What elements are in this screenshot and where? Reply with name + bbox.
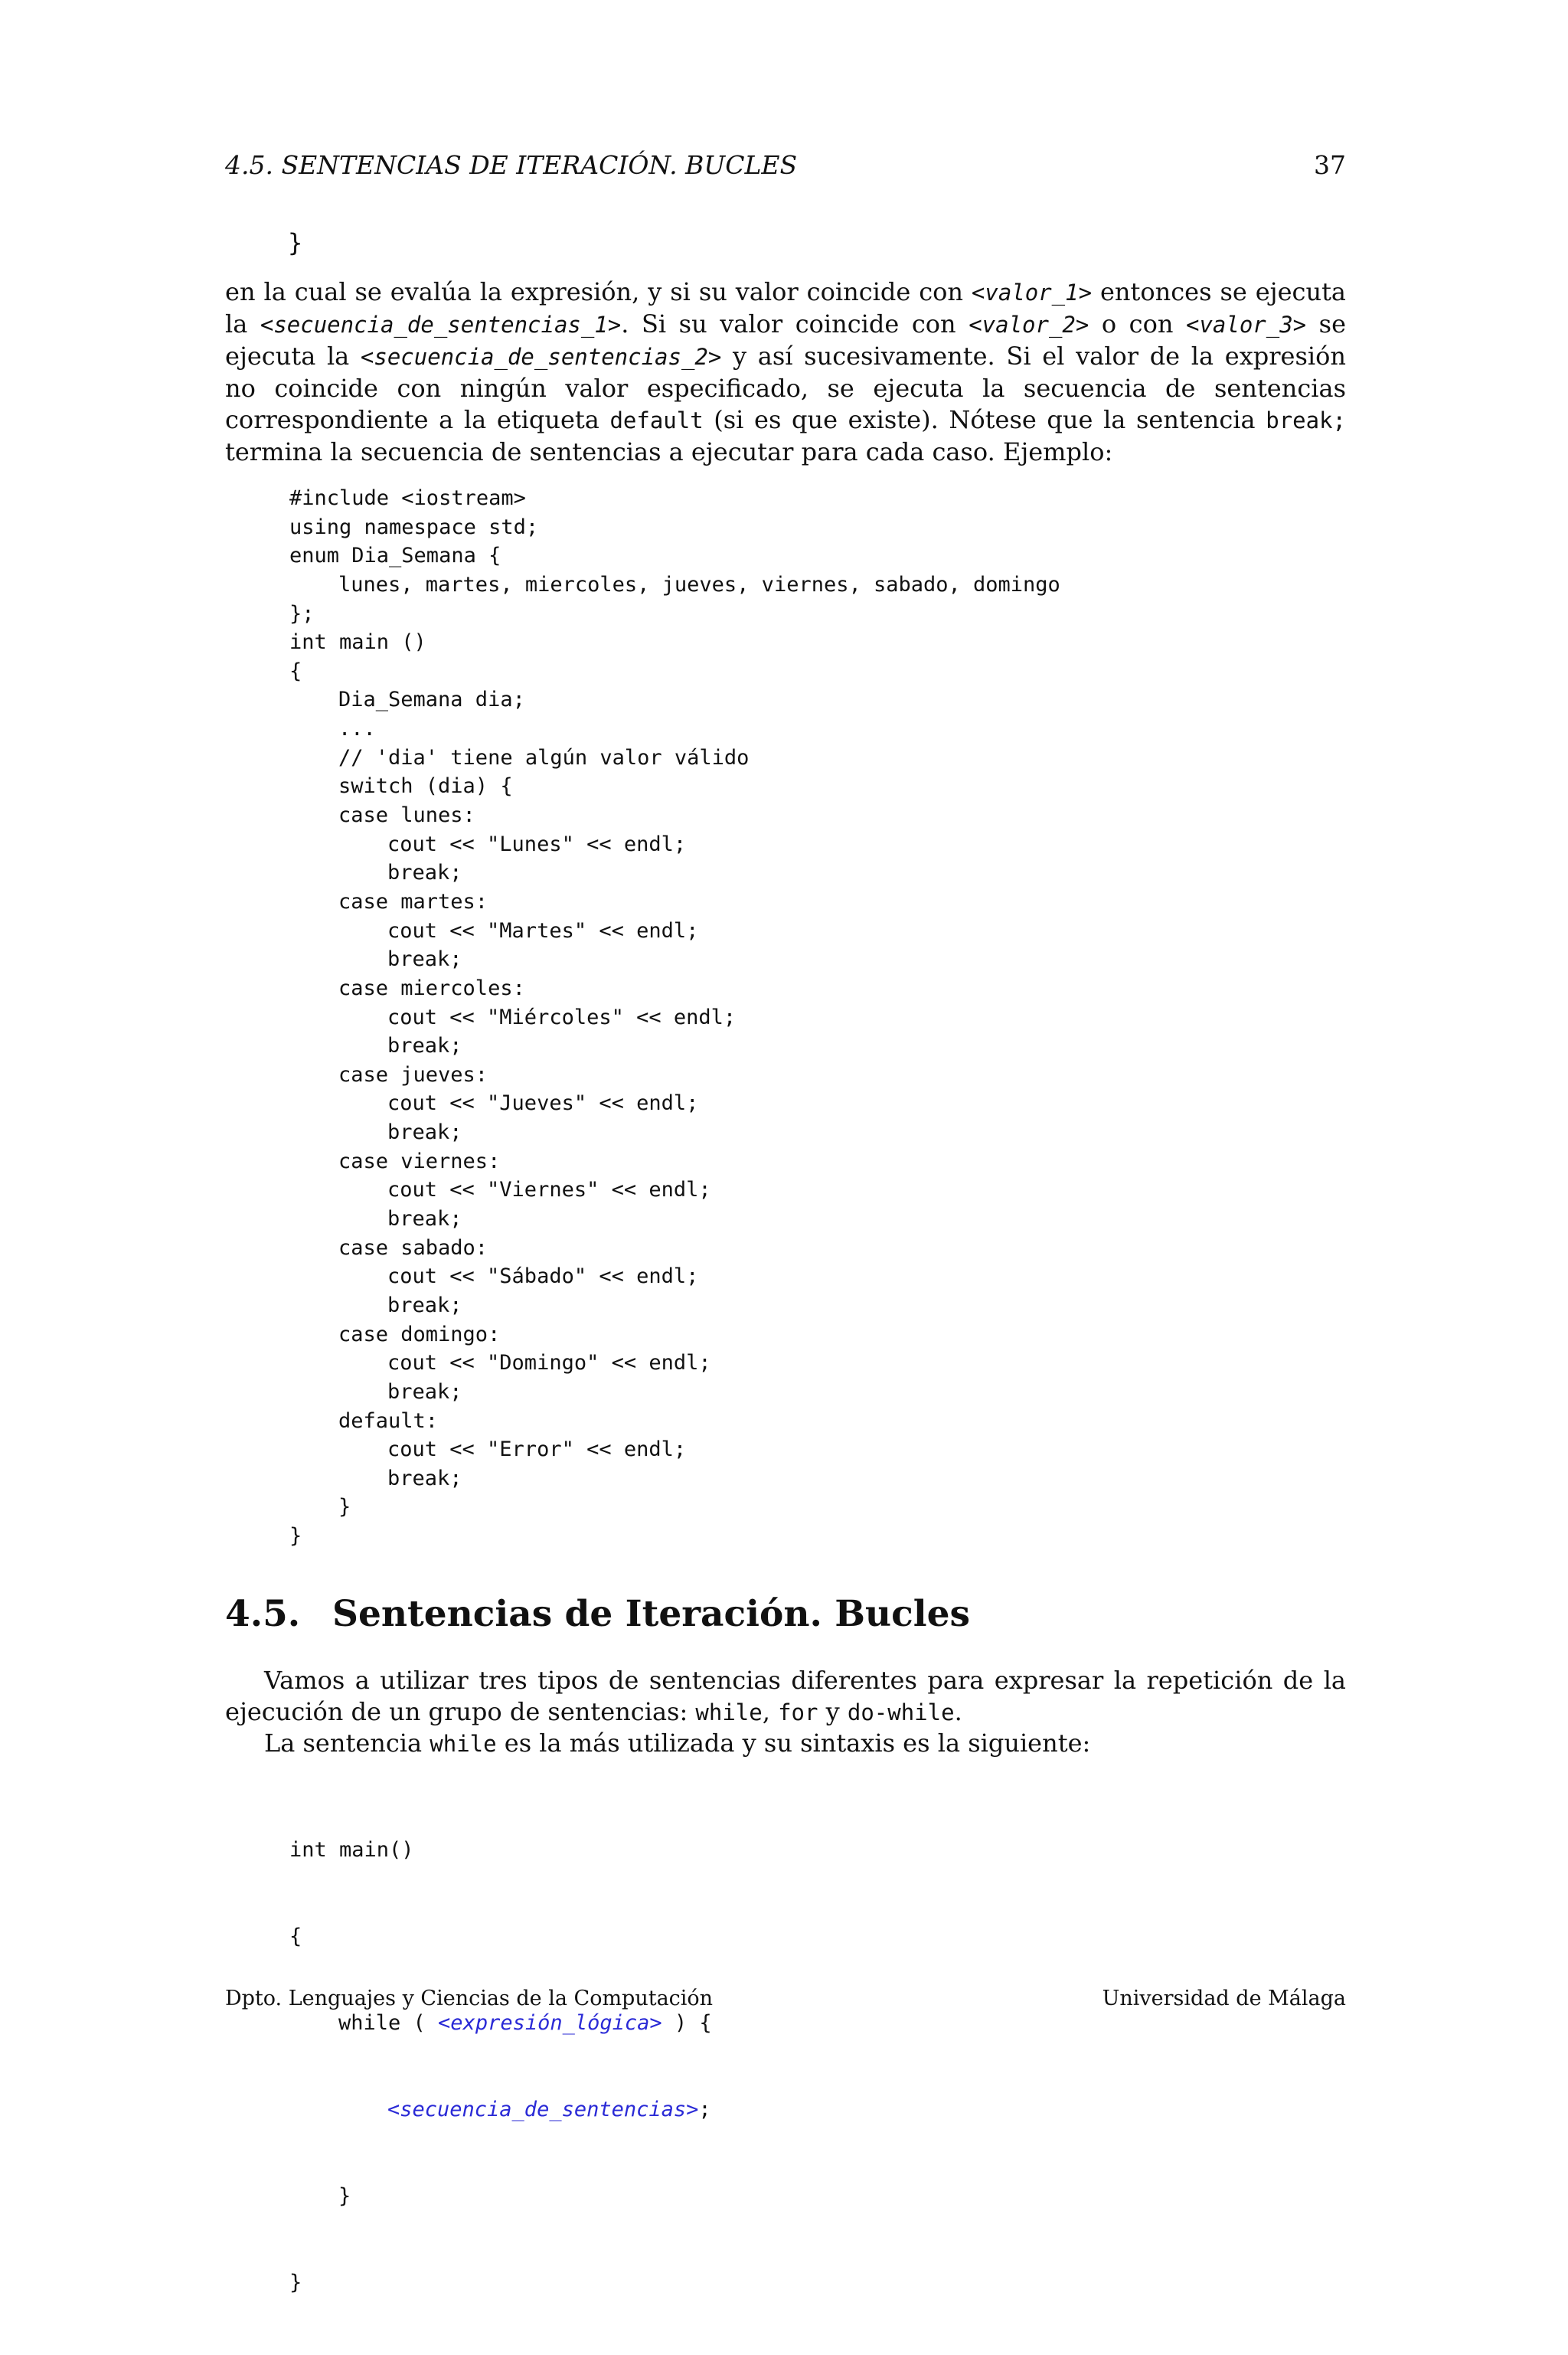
code-line: case jueves: — [338, 1062, 488, 1087]
page-number: 37 — [1314, 150, 1346, 180]
code-line: case sabado: — [338, 1235, 488, 1260]
text-run: La sentencia — [264, 1729, 430, 1758]
text-run: (si es que existe). Nótese que la sentencia — [703, 405, 1266, 434]
code-line: break; — [387, 1120, 462, 1145]
text-run: y — [818, 1697, 848, 1726]
code-line: int main () — [289, 630, 426, 655]
code-line: break; — [387, 1034, 462, 1058]
text-run: , — [762, 1697, 779, 1726]
text-run: en la cual se evalúa la expresión, y si su valor coincide con — [225, 277, 972, 306]
code-line: enum Dia_Semana { — [289, 544, 501, 568]
code-line: cout << "Viernes" << endl; — [387, 1178, 711, 1202]
code-line: ... — [338, 717, 376, 741]
running-header-title: 4.5. SENTENCIAS DE ITERACIÓN. BUCLES — [225, 150, 798, 180]
code-line: Dia_Semana dia; — [338, 688, 525, 712]
inline-code: while — [695, 1699, 763, 1725]
code-line: cout << "Martes" << endl; — [387, 918, 699, 943]
inline-code: while — [430, 1731, 497, 1757]
inline-code: break; — [1266, 407, 1347, 433]
code-placeholder-expresion-logica: <expresión_lógica> — [438, 2011, 662, 2036]
code-line: default: — [338, 1408, 439, 1433]
text-run: entonces se ejecuta la — [225, 277, 1346, 339]
inline-code: default — [609, 407, 704, 433]
code-line: lunes, martes, miercoles, jueves, viernes, sabado, domingo — [338, 572, 1060, 597]
code-line: }; — [289, 601, 315, 626]
section-title: Sentencias de Iteración. Bucles — [332, 1593, 970, 1635]
paragraph-loop-intro — [225, 1665, 1346, 1729]
text-run: . Si su valor coincide con — [621, 309, 969, 339]
code-line: break; — [387, 947, 462, 972]
text-run: y así sucesivamente. Si el valor de la expresión no coincide con ningún valor especificado, se ejecuta la secuencia de sentencias correspondiente a la etiqueta — [225, 342, 1346, 434]
code-line: } — [289, 2271, 302, 2295]
text-run: termina la secuencia de sentencias a ejecutar para cada caso. Ejemplo: — [225, 437, 1113, 466]
code-line: } — [338, 2184, 351, 2209]
code-line: } — [289, 1524, 302, 1549]
code-line: case lunes: — [338, 803, 475, 828]
code-line — [289, 2009, 712, 2038]
code-line — [289, 2095, 712, 2124]
code-line: break; — [387, 1466, 462, 1490]
code-placeholder: <valor_3> — [1186, 312, 1307, 338]
running-header — [225, 150, 1346, 187]
code-line: cout << "Domingo" << endl; — [387, 1351, 711, 1375]
code-placeholder-secuencia-de-sentencias: <secuencia_de_sentencias> — [387, 2098, 699, 2122]
code-line: { — [289, 1925, 302, 1949]
code-placeholder: <secuencia_de_sentencias_2> — [360, 344, 722, 370]
code-block-switch-example — [289, 484, 1060, 1551]
document-page — [225, 0, 1347, 2295]
code-line: break; — [387, 861, 462, 885]
code-line: #include <iostream> — [289, 486, 526, 510]
code-line: int main() — [289, 1838, 414, 1863]
code-line: cout << "Jueves" << endl; — [387, 1091, 699, 1116]
code-line: cout << "Miércoles" << endl; — [387, 1005, 737, 1029]
section-heading — [225, 1593, 1346, 1635]
paragraph-switch-explanation — [225, 276, 1346, 468]
text-run: es la más utilizada y su sintaxis es la siguiente: — [496, 1729, 1091, 1758]
code-line: break; — [387, 1379, 462, 1404]
code-line: switch (dia) { — [338, 774, 513, 799]
code-line: } — [338, 1495, 351, 1519]
code-line: using namespace std; — [289, 515, 539, 539]
code-closing-brace: } — [288, 228, 303, 257]
text-run: o con — [1089, 309, 1186, 339]
code-text: ; — [698, 2098, 711, 2122]
code-placeholder: <valor_2> — [969, 312, 1089, 338]
section-number: 4.5. — [225, 1593, 301, 1635]
code-line: case domingo: — [338, 1322, 501, 1346]
inline-code: do-while — [847, 1699, 955, 1725]
code-line: case viernes: — [338, 1149, 501, 1173]
code-line: // 'dia' tiene algún valor válido — [338, 745, 750, 770]
footer-university: Universidad de Málaga — [1102, 1987, 1346, 2010]
code-line: cout << "Error" << endl; — [387, 1438, 687, 1462]
code-line: { — [289, 659, 302, 683]
code-line: case miercoles: — [338, 976, 525, 1000]
text-run: se ejecuta la — [225, 309, 1347, 371]
code-text: while ( — [338, 2011, 439, 2036]
code-line: break; — [387, 1293, 462, 1317]
code-line: cout << "Sábado" << endl; — [387, 1264, 699, 1289]
code-line: case martes: — [338, 889, 488, 914]
text-run: Vamos a utilizar tres tipos de sentencias diferentes para expresar la repetición de la ejecución de un grupo de sentencias: — [225, 1666, 1346, 1726]
code-line: cout << "Lunes" << endl; — [387, 832, 687, 856]
footer-department: Dpto. Lenguajes y Ciencias de la Computación — [225, 1987, 714, 2010]
code-placeholder: <secuencia_de_sentencias_1> — [260, 312, 622, 338]
code-text: ) { — [662, 2011, 712, 2036]
inline-code: for — [778, 1699, 818, 1725]
paragraph-while-syntax — [225, 1728, 1346, 1760]
text-run: . — [954, 1697, 962, 1726]
code-block-while-syntax — [289, 1778, 712, 2355]
code-line: break; — [387, 1207, 462, 1231]
code-placeholder: <valor_1> — [971, 280, 1093, 306]
